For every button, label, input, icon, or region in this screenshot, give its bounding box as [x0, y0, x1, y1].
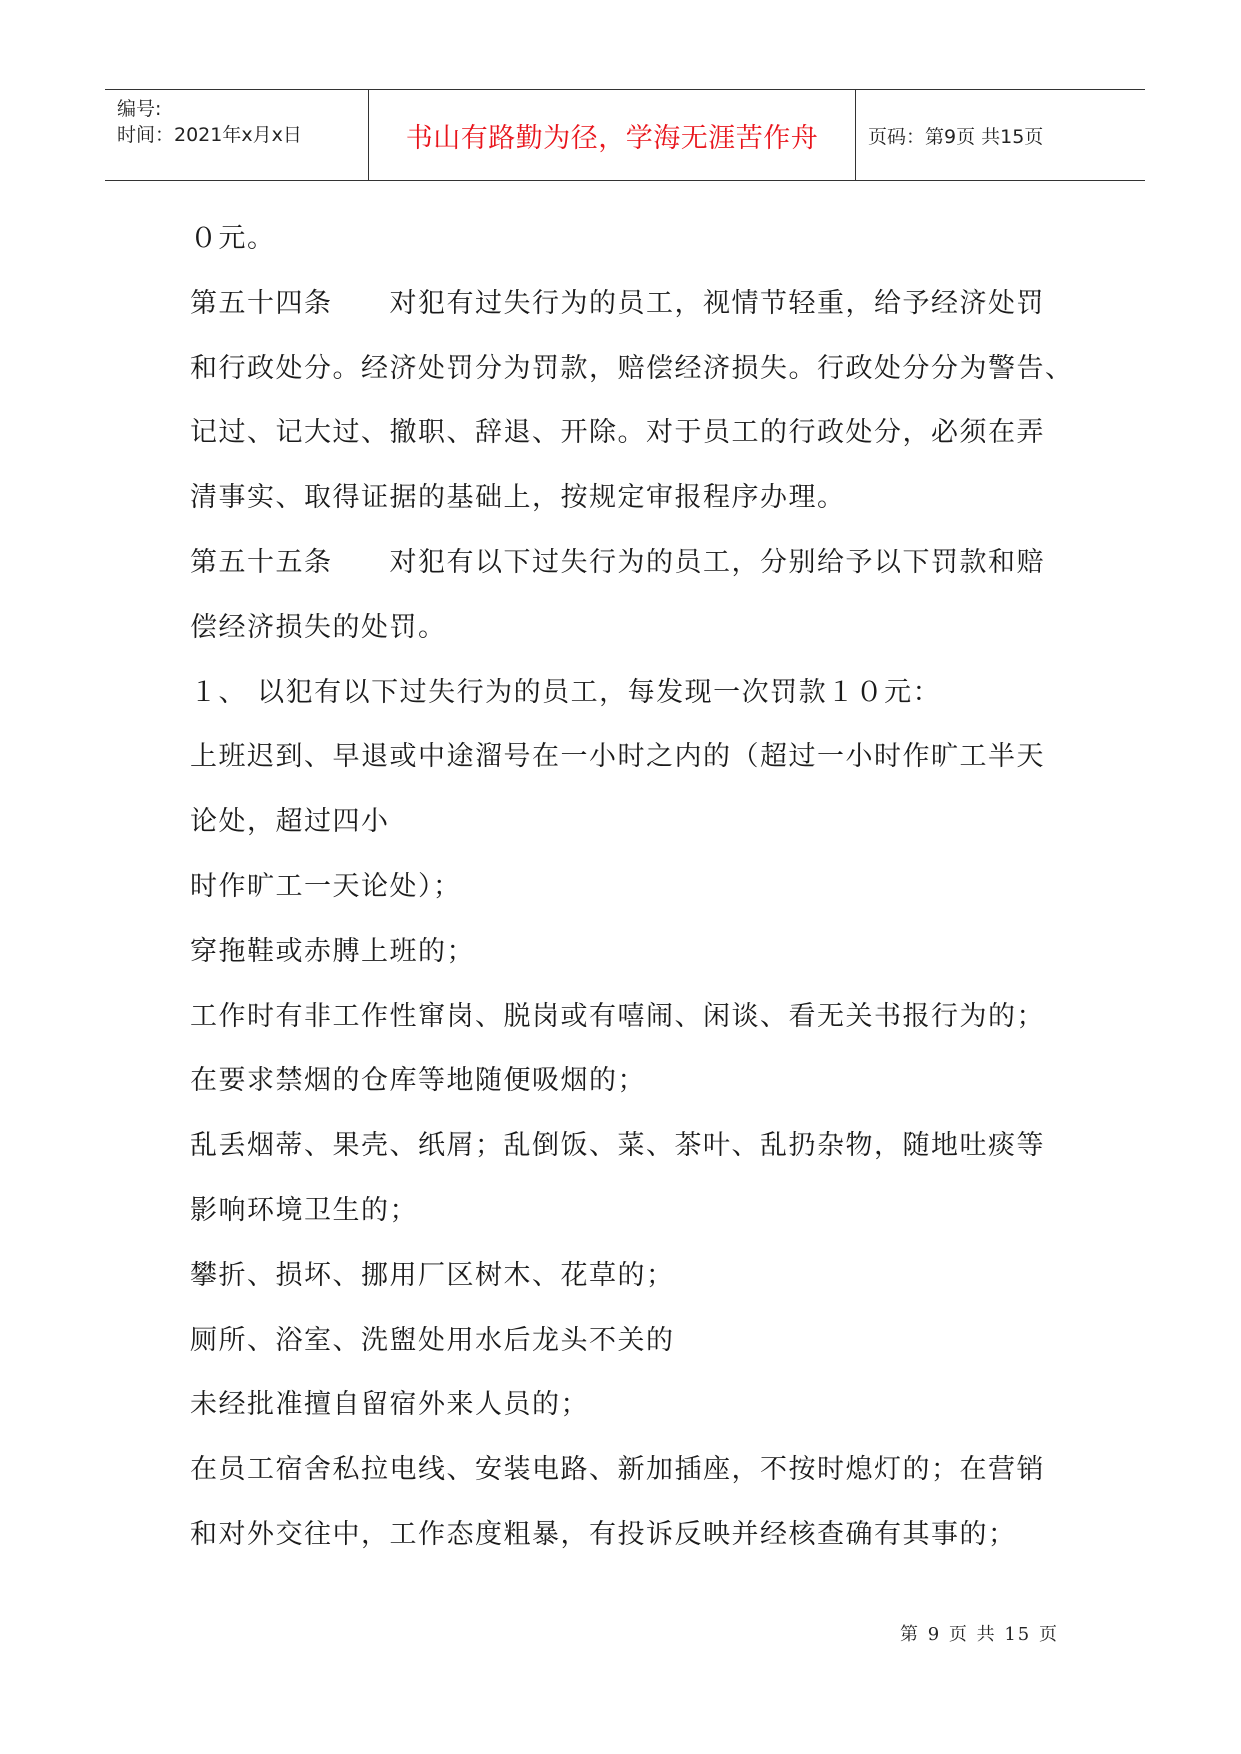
body-line: １、 以犯有以下过失行为的员工，每发现一次罚款１０元：: [190, 676, 942, 708]
body-line: 时作旷工一天论处）；: [190, 870, 462, 902]
header-motto: 书山有路勤为径，学海无涯苦作舟: [369, 90, 856, 180]
header-meta-cell: [105, 90, 369, 180]
body-line: 第五十五条 对犯有以下过失行为的员工，分别给予以下罚款和赔: [190, 546, 1045, 578]
page-footer-number: 第 9 页 共 15 页: [900, 1624, 1059, 1645]
body-line: 和行政处分。经济处罚分为罚款，赔偿经济损失。行政处分分为警告、: [190, 352, 1074, 384]
body-line: 在要求禁烟的仓库等地随便吸烟的；: [190, 1065, 646, 1097]
body-line: 未经批准擅自留宿外来人员的；: [190, 1389, 589, 1421]
body-line: 工作时有非工作性窜岗、脱岗或有嘻闹、闲谈、看无关书报行为的；: [190, 1000, 1045, 1032]
body-line: 穿拖鞋或赤膊上班的；: [190, 935, 475, 967]
body-line: 第五十四条 对犯有过失行为的员工，视情节轻重，给予经济处罚: [190, 287, 1045, 319]
body-line: 攀折、损坏、挪用厂区树木、花草的；: [190, 1259, 675, 1291]
body-line: 厕所、浴室、洗盥处用水后龙头不关的: [190, 1324, 675, 1356]
body-line: 乱丢烟蒂、果壳、纸屑；乱倒饭、菜、茶叶、乱扔杂物，随地吐痰等: [190, 1130, 1045, 1162]
body-line: 清事实、取得证据的基础上，按规定审报程序办理。: [190, 482, 846, 514]
body-line: 上班迟到、早退或中途溜号在一小时之内的（超过一小时作旷工半天: [190, 741, 1045, 773]
body-line: 影响环境卫生的；: [190, 1194, 418, 1226]
body-line: 偿经济损失的处罚。: [190, 611, 447, 643]
header-page-number: 页码：第9页 共15页: [868, 125, 1044, 148]
body-line: 记过、记大过、撤职、辞退、开除。对于员工的行政处分，必须在弄: [190, 417, 1045, 449]
document-time-label: 时间：2021年x月x日: [117, 124, 302, 146]
document-body: [190, 220, 1074, 1581]
body-line: 在员工宿舍私拉电线、安装电路、新加插座，不按时熄灯的；在营销: [190, 1454, 1045, 1486]
page-header: [105, 89, 1145, 181]
body-line: 论处，超过四小: [190, 806, 390, 838]
body-line: 和对外交往中，工作态度粗暴，有投诉反映并经核查确有其事的；: [190, 1518, 1017, 1550]
body-line: ０元。: [190, 223, 276, 254]
document-number-label: 编号:: [117, 98, 162, 120]
